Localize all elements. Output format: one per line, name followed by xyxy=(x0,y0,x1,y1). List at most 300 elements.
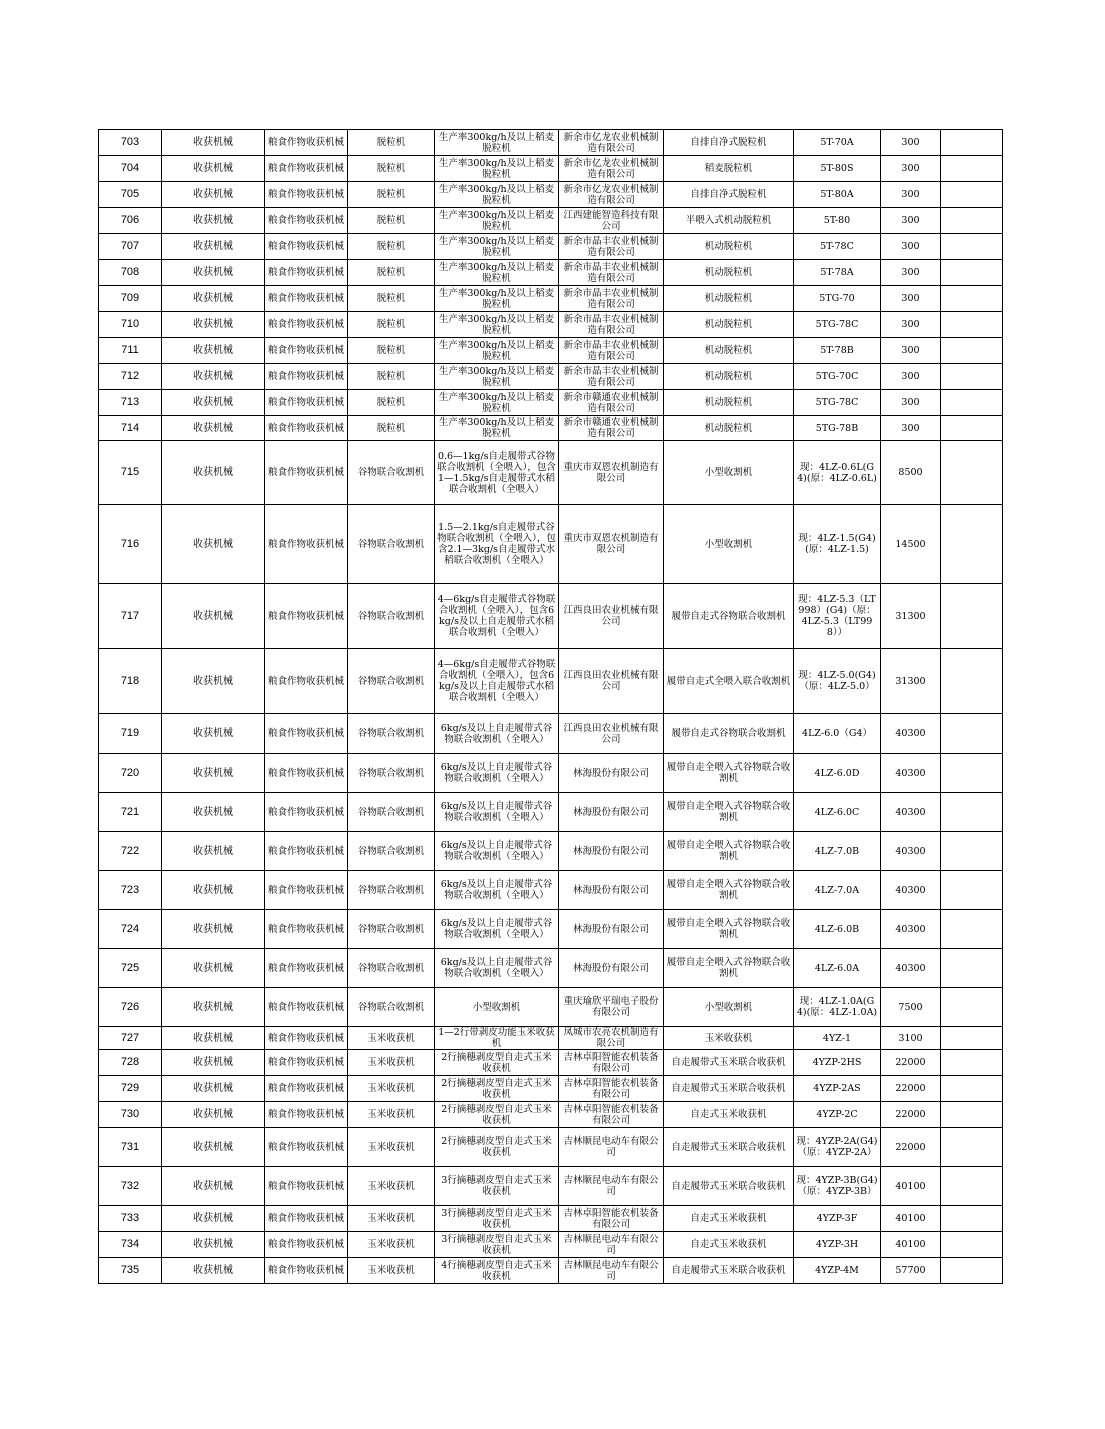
cell: 脱粒机 xyxy=(348,416,435,441)
cell: 吉林顺昆电动车有限公司 xyxy=(559,1232,664,1258)
cell: 吉林顺昆电动车有限公司 xyxy=(559,1128,664,1167)
cell: 收获机械 xyxy=(162,1128,265,1167)
cell: 脱粒机 xyxy=(348,182,435,208)
row-number: 725 xyxy=(99,949,162,988)
row-number: 727 xyxy=(99,1027,162,1050)
cell: 履带自走全喂入式谷物联合收割机 xyxy=(664,793,794,832)
cell: 谷物联合收割机 xyxy=(348,871,435,910)
cell: 收获机械 xyxy=(162,1206,265,1232)
cell xyxy=(941,649,1003,714)
cell: 6kg/s及以上自走履带式谷物联合收割机（全喂入） xyxy=(435,754,559,793)
cell: 4LZ-6.0D xyxy=(794,754,881,793)
cell: 5T-80S xyxy=(794,156,881,182)
cell: 收获机械 xyxy=(162,584,265,649)
cell: 4YZP-3F xyxy=(794,1206,881,1232)
cell: 江西良田农业机械有限公司 xyxy=(559,584,664,649)
cell: 谷物联合收割机 xyxy=(348,910,435,949)
cell: 3行摘穗剥皮型自走式玉米收获机 xyxy=(435,1232,559,1258)
cell: 粮食作物收获机械 xyxy=(265,416,348,441)
cell: 自走履带式玉米联合收获机 xyxy=(664,1050,794,1076)
cell: 6kg/s及以上自走履带式谷物联合收割机（全喂入） xyxy=(435,714,559,754)
cell: 收获机械 xyxy=(162,910,265,949)
cell: 生产率300kg/h及以上稻麦脱粒机 xyxy=(435,156,559,182)
cell: 新余市赣通农业机械制造有限公司 xyxy=(559,390,664,416)
cell: 现：4LZ-5.0(G4)（原：4LZ-5.0） xyxy=(794,649,881,714)
cell: 林海股份有限公司 xyxy=(559,832,664,871)
cell: 自排自净式脱粒机 xyxy=(664,130,794,156)
table-row xyxy=(99,988,1003,1027)
cell: 300 xyxy=(881,338,941,364)
cell: 粮食作物收获机械 xyxy=(265,1206,348,1232)
cell: 3行摘穗剥皮型自走式玉米收获机 xyxy=(435,1167,559,1206)
cell: 粮食作物收获机械 xyxy=(265,1167,348,1206)
cell: 林海股份有限公司 xyxy=(559,871,664,910)
cell: 自走履带式玉米联合收获机 xyxy=(664,1258,794,1284)
cell: 谷物联合收割机 xyxy=(348,505,435,584)
cell: 粮食作物收获机械 xyxy=(265,754,348,793)
cell: 谷物联合收割机 xyxy=(348,754,435,793)
cell: 履带自走全喂入式谷物联合收割机 xyxy=(664,949,794,988)
cell: 吉林卓阳智能农机装备有限公司 xyxy=(559,1076,664,1102)
cell: 生产率300kg/h及以上稻麦脱粒机 xyxy=(435,338,559,364)
table-row xyxy=(99,649,1003,714)
cell: 4LZ-6.0（G4） xyxy=(794,714,881,754)
cell: 吉林顺昆电动车有限公司 xyxy=(559,1167,664,1206)
cell: 22000 xyxy=(881,1050,941,1076)
cell: 小型收割机 xyxy=(435,988,559,1027)
cell: 收获机械 xyxy=(162,1258,265,1284)
cell: 新余市赣通农业机械制造有限公司 xyxy=(559,416,664,441)
cell xyxy=(941,260,1003,286)
table-row xyxy=(99,910,1003,949)
cell: 300 xyxy=(881,182,941,208)
cell: 4—6kg/s自走履带式谷物联合收割机（全喂入），包含6kg/s及以上自走履带式水稻联合收割机（全喂入） xyxy=(435,649,559,714)
cell: 收获机械 xyxy=(162,949,265,988)
cell: 玉米收获机 xyxy=(348,1027,435,1050)
row-number: 731 xyxy=(99,1128,162,1167)
cell: 玉米收获机 xyxy=(348,1076,435,1102)
cell: 1.5—2.1kg/s自走履带式谷物联合收割机（全喂入），包含2.1—3kg/s自走履带式水稻联合收割机（全喂入） xyxy=(435,505,559,584)
cell: 粮食作物收获机械 xyxy=(265,988,348,1027)
cell: 收获机械 xyxy=(162,182,265,208)
cell: 谷物联合收割机 xyxy=(348,714,435,754)
cell: 现：4LZ-5.3（LT998）(G4)（原：4LZ-5.3（LT998）） xyxy=(794,584,881,649)
cell: 300 xyxy=(881,208,941,234)
cell xyxy=(941,286,1003,312)
cell: 粮食作物收获机械 xyxy=(265,130,348,156)
cell xyxy=(941,364,1003,390)
cell: 粮食作物收获机械 xyxy=(265,234,348,260)
cell: 粮食作物收获机械 xyxy=(265,156,348,182)
cell: 22000 xyxy=(881,1128,941,1167)
table-row xyxy=(99,390,1003,416)
cell xyxy=(941,1050,1003,1076)
cell xyxy=(941,130,1003,156)
cell: 22000 xyxy=(881,1102,941,1128)
cell: 300 xyxy=(881,390,941,416)
cell: 300 xyxy=(881,260,941,286)
cell: 新余市晶丰农业机械制造有限公司 xyxy=(559,364,664,390)
row-number: 715 xyxy=(99,441,162,505)
cell: 收获机械 xyxy=(162,390,265,416)
cell: 新余市晶丰农业机械制造有限公司 xyxy=(559,286,664,312)
cell: 玉米收获机 xyxy=(348,1102,435,1128)
cell: 吉林顺昆电动车有限公司 xyxy=(559,1258,664,1284)
cell: 履带自走全喂入式谷物联合收割机 xyxy=(664,754,794,793)
cell xyxy=(941,1232,1003,1258)
cell: 7500 xyxy=(881,988,941,1027)
cell xyxy=(941,584,1003,649)
row-number: 704 xyxy=(99,156,162,182)
cell: 谷物联合收割机 xyxy=(348,949,435,988)
cell: 脱粒机 xyxy=(348,364,435,390)
cell: 粮食作物收获机械 xyxy=(265,832,348,871)
cell: 收获机械 xyxy=(162,130,265,156)
cell xyxy=(941,416,1003,441)
cell: 2行摘穗剥皮型自走式玉米收获机 xyxy=(435,1128,559,1167)
cell: 收获机械 xyxy=(162,364,265,390)
cell: 现：4YZP-3B(G4)（原：4YZP-3B） xyxy=(794,1167,881,1206)
cell: 机动脱粒机 xyxy=(664,234,794,260)
row-number: 720 xyxy=(99,754,162,793)
cell: 收获机械 xyxy=(162,338,265,364)
cell: 4LZ-6.0C xyxy=(794,793,881,832)
cell: 谷物联合收割机 xyxy=(348,441,435,505)
cell: 粮食作物收获机械 xyxy=(265,714,348,754)
cell: 300 xyxy=(881,234,941,260)
cell: 谷物联合收割机 xyxy=(348,832,435,871)
table-row xyxy=(99,1232,1003,1258)
cell: 收获机械 xyxy=(162,505,265,584)
row-number: 708 xyxy=(99,260,162,286)
row-number: 723 xyxy=(99,871,162,910)
row-number: 707 xyxy=(99,234,162,260)
cell: 40100 xyxy=(881,1167,941,1206)
table-row xyxy=(99,871,1003,910)
cell: 生产率300kg/h及以上稻麦脱粒机 xyxy=(435,390,559,416)
cell: 粮食作物收获机械 xyxy=(265,871,348,910)
row-number: 713 xyxy=(99,390,162,416)
cell: 6kg/s及以上自走履带式谷物联合收割机（全喂入） xyxy=(435,871,559,910)
table-row xyxy=(99,1027,1003,1050)
cell xyxy=(941,1128,1003,1167)
cell: 半喂入式机动脱粒机 xyxy=(664,208,794,234)
cell: 14500 xyxy=(881,505,941,584)
cell: 林海股份有限公司 xyxy=(559,754,664,793)
cell: 收获机械 xyxy=(162,286,265,312)
cell: 脱粒机 xyxy=(348,286,435,312)
cell: 粮食作物收获机械 xyxy=(265,1258,348,1284)
cell: 生产率300kg/h及以上稻麦脱粒机 xyxy=(435,312,559,338)
table-row xyxy=(99,234,1003,260)
cell: 谷物联合收割机 xyxy=(348,649,435,714)
cell: 履带自走式全喂入联合收割机 xyxy=(664,649,794,714)
table-row xyxy=(99,156,1003,182)
cell: 40300 xyxy=(881,910,941,949)
row-number: 712 xyxy=(99,364,162,390)
cell: 4LZ-6.0B xyxy=(794,910,881,949)
cell: 40100 xyxy=(881,1206,941,1232)
cell: 自走履带式玉米联合收获机 xyxy=(664,1128,794,1167)
cell xyxy=(941,832,1003,871)
cell: 粮食作物收获机械 xyxy=(265,793,348,832)
cell: 6kg/s及以上自走履带式谷物联合收割机（全喂入） xyxy=(435,832,559,871)
cell: 玉米收获机 xyxy=(348,1050,435,1076)
cell: 新余市晶丰农业机械制造有限公司 xyxy=(559,338,664,364)
cell: 5TG-70C xyxy=(794,364,881,390)
cell: 生产率300kg/h及以上稻麦脱粒机 xyxy=(435,286,559,312)
cell: 5T-78C xyxy=(794,234,881,260)
cell xyxy=(941,1076,1003,1102)
cell: 凤城市农亮农机制造有限公司 xyxy=(559,1027,664,1050)
table-row xyxy=(99,754,1003,793)
cell: 6kg/s及以上自走履带式谷物联合收割机（全喂入） xyxy=(435,793,559,832)
cell: 履带自走式谷物联合收割机 xyxy=(664,714,794,754)
cell: 粮食作物收获机械 xyxy=(265,1232,348,1258)
cell: 收获机械 xyxy=(162,1050,265,1076)
cell xyxy=(941,312,1003,338)
cell: 稻麦脱粒机 xyxy=(664,156,794,182)
cell xyxy=(941,1027,1003,1050)
cell: 玉米收获机 xyxy=(348,1167,435,1206)
table-row xyxy=(99,1076,1003,1102)
cell: 现：4LZ-1.0A(G4)(原：4LZ-1.0A) xyxy=(794,988,881,1027)
cell: 谷物联合收割机 xyxy=(348,584,435,649)
cell: 收获机械 xyxy=(162,714,265,754)
cell: 300 xyxy=(881,130,941,156)
cell: 收获机械 xyxy=(162,988,265,1027)
cell: 收获机械 xyxy=(162,1027,265,1050)
cell: 粮食作物收获机械 xyxy=(265,286,348,312)
cell: 收获机械 xyxy=(162,1167,265,1206)
table-body xyxy=(99,130,1003,1284)
cell: 收获机械 xyxy=(162,260,265,286)
cell: 生产率300kg/h及以上稻麦脱粒机 xyxy=(435,182,559,208)
cell: 新余市亿龙农业机械制造有限公司 xyxy=(559,182,664,208)
cell: 收获机械 xyxy=(162,234,265,260)
cell: 2行摘穗剥皮型自走式玉米收获机 xyxy=(435,1076,559,1102)
cell: 机动脱粒机 xyxy=(664,364,794,390)
cell: 6kg/s及以上自走履带式谷物联合收割机（全喂入） xyxy=(435,949,559,988)
cell: 江西建能智造科技有限公司 xyxy=(559,208,664,234)
cell: 玉米收获机 xyxy=(348,1206,435,1232)
row-number: 728 xyxy=(99,1050,162,1076)
cell: 4LZ-7.0A xyxy=(794,871,881,910)
cell: 脱粒机 xyxy=(348,156,435,182)
cell: 谷物联合收割机 xyxy=(348,793,435,832)
cell: 5TG-70 xyxy=(794,286,881,312)
table-row xyxy=(99,714,1003,754)
table-row xyxy=(99,584,1003,649)
cell: 林海股份有限公司 xyxy=(559,793,664,832)
cell: 脱粒机 xyxy=(348,390,435,416)
cell xyxy=(941,1167,1003,1206)
table-row xyxy=(99,416,1003,441)
table-row xyxy=(99,182,1003,208)
cell: 收获机械 xyxy=(162,871,265,910)
cell: 6kg/s及以上自走履带式谷物联合收割机（全喂入） xyxy=(435,910,559,949)
cell: 履带自走全喂入式谷物联合收割机 xyxy=(664,871,794,910)
cell: 自走式玉米收获机 xyxy=(664,1232,794,1258)
cell: 粮食作物收获机械 xyxy=(265,505,348,584)
cell: 40300 xyxy=(881,832,941,871)
cell: 收获机械 xyxy=(162,208,265,234)
cell: 粮食作物收获机械 xyxy=(265,949,348,988)
cell: 新余市亿龙农业机械制造有限公司 xyxy=(559,156,664,182)
cell xyxy=(941,182,1003,208)
table-row xyxy=(99,286,1003,312)
table-row xyxy=(99,312,1003,338)
cell: 粮食作物收获机械 xyxy=(265,584,348,649)
cell: 履带自走全喂入式谷物联合收割机 xyxy=(664,832,794,871)
cell: 粮食作物收获机械 xyxy=(265,1102,348,1128)
cell xyxy=(941,441,1003,505)
row-number: 705 xyxy=(99,182,162,208)
row-number: 718 xyxy=(99,649,162,714)
cell: 新余市晶丰农业机械制造有限公司 xyxy=(559,234,664,260)
cell xyxy=(941,871,1003,910)
table-row xyxy=(99,208,1003,234)
cell: 40100 xyxy=(881,1232,941,1258)
cell: 3100 xyxy=(881,1027,941,1050)
cell: 4YZP-2C xyxy=(794,1102,881,1128)
cell: 300 xyxy=(881,416,941,441)
row-number: 735 xyxy=(99,1258,162,1284)
cell: 重庆瑜欣平瑞电子股份有限公司 xyxy=(559,988,664,1027)
cell: 机动脱粒机 xyxy=(664,286,794,312)
cell: 粮食作物收获机械 xyxy=(265,1076,348,1102)
cell: 小型收割机 xyxy=(664,441,794,505)
cell: 脱粒机 xyxy=(348,312,435,338)
table-row xyxy=(99,1258,1003,1284)
cell: 新余市晶丰农业机械制造有限公司 xyxy=(559,260,664,286)
cell: 自走履带式玉米联合收获机 xyxy=(664,1167,794,1206)
cell: 机动脱粒机 xyxy=(664,338,794,364)
cell: 40300 xyxy=(881,714,941,754)
cell: 收获机械 xyxy=(162,416,265,441)
row-number: 721 xyxy=(99,793,162,832)
cell: 4YZP-2HS xyxy=(794,1050,881,1076)
cell: 吉林卓阳智能农机装备有限公司 xyxy=(559,1102,664,1128)
cell: 玉米收获机 xyxy=(348,1258,435,1284)
cell: 重庆市双恩农机制造有限公司 xyxy=(559,441,664,505)
cell: 8500 xyxy=(881,441,941,505)
cell: 粮食作物收获机械 xyxy=(265,1050,348,1076)
cell: 江西良田农业机械有限公司 xyxy=(559,649,664,714)
table-row xyxy=(99,832,1003,871)
table-row xyxy=(99,1206,1003,1232)
cell: 5T-78A xyxy=(794,260,881,286)
cell: 5TG-78C xyxy=(794,312,881,338)
cell: 江西良田农业机械有限公司 xyxy=(559,714,664,754)
cell xyxy=(941,714,1003,754)
cell: 生产率300kg/h及以上稻麦脱粒机 xyxy=(435,260,559,286)
cell: 重庆市双恩农机制造有限公司 xyxy=(559,505,664,584)
cell: 22000 xyxy=(881,1076,941,1102)
cell: 300 xyxy=(881,312,941,338)
row-number: 714 xyxy=(99,416,162,441)
cell: 生产率300kg/h及以上稻麦脱粒机 xyxy=(435,364,559,390)
cell: 脱粒机 xyxy=(348,260,435,286)
cell: 自走式玉米收获机 xyxy=(664,1206,794,1232)
cell: 现：4LZ-0.6L(G4)(原：4LZ-0.6L) xyxy=(794,441,881,505)
cell: 收获机械 xyxy=(162,312,265,338)
cell: 粮食作物收获机械 xyxy=(265,338,348,364)
row-number: 733 xyxy=(99,1206,162,1232)
cell: 粮食作物收获机械 xyxy=(265,312,348,338)
cell xyxy=(941,949,1003,988)
cell: 小型收割机 xyxy=(664,505,794,584)
cell: 31300 xyxy=(881,584,941,649)
cell: 机动脱粒机 xyxy=(664,260,794,286)
cell xyxy=(941,338,1003,364)
table-row xyxy=(99,364,1003,390)
cell: 2行摘穗剥皮型自走式玉米收获机 xyxy=(435,1050,559,1076)
table-row xyxy=(99,1102,1003,1128)
cell: 收获机械 xyxy=(162,156,265,182)
row-number: 719 xyxy=(99,714,162,754)
cell: 300 xyxy=(881,364,941,390)
cell: 机动脱粒机 xyxy=(664,390,794,416)
cell xyxy=(941,793,1003,832)
cell xyxy=(941,910,1003,949)
cell: 收获机械 xyxy=(162,1076,265,1102)
cell: 机动脱粒机 xyxy=(664,312,794,338)
cell: 粮食作物收获机械 xyxy=(265,1027,348,1050)
cell: 粮食作物收获机械 xyxy=(265,390,348,416)
cell: 40300 xyxy=(881,793,941,832)
cell: 新余市晶丰农业机械制造有限公司 xyxy=(559,312,664,338)
row-number: 706 xyxy=(99,208,162,234)
cell: 生产率300kg/h及以上稻麦脱粒机 xyxy=(435,208,559,234)
cell: 4—6kg/s自走履带式谷物联合收割机（全喂入），包含6kg/s及以上自走履带式水稻联合收割机（全喂入） xyxy=(435,584,559,649)
cell: 31300 xyxy=(881,649,941,714)
cell: 收获机械 xyxy=(162,1102,265,1128)
cell: 自走式玉米收获机 xyxy=(664,1102,794,1128)
table-row xyxy=(99,1167,1003,1206)
cell: 40300 xyxy=(881,871,941,910)
cell: 粮食作物收获机械 xyxy=(265,182,348,208)
table-row xyxy=(99,505,1003,584)
cell: 5TG-78C xyxy=(794,390,881,416)
cell: 新余市亿龙农业机械制造有限公司 xyxy=(559,130,664,156)
cell xyxy=(941,505,1003,584)
cell: 0.6—1kg/s自走履带式谷物联合收割机（全喂入），包含1—1.5kg/s自走履带式水稻联合收割机（全喂入） xyxy=(435,441,559,505)
cell: 收获机械 xyxy=(162,832,265,871)
table-row xyxy=(99,1128,1003,1167)
cell: 粮食作物收获机械 xyxy=(265,910,348,949)
cell xyxy=(941,1258,1003,1284)
cell: 粮食作物收获机械 xyxy=(265,1128,348,1167)
row-number: 734 xyxy=(99,1232,162,1258)
cell: 林海股份有限公司 xyxy=(559,910,664,949)
cell: 脱粒机 xyxy=(348,130,435,156)
cell: 玉米收获机 xyxy=(348,1232,435,1258)
cell: 40300 xyxy=(881,754,941,793)
row-number: 726 xyxy=(99,988,162,1027)
cell: 57700 xyxy=(881,1258,941,1284)
cell: 生产率300kg/h及以上稻麦脱粒机 xyxy=(435,234,559,260)
table-row xyxy=(99,949,1003,988)
cell: 收获机械 xyxy=(162,793,265,832)
cell: 粮食作物收获机械 xyxy=(265,441,348,505)
cell xyxy=(941,390,1003,416)
subsidy-table xyxy=(98,129,1003,1284)
cell: 5T-78B xyxy=(794,338,881,364)
cell: 脱粒机 xyxy=(348,234,435,260)
cell: 粮食作物收获机械 xyxy=(265,364,348,390)
cell xyxy=(941,1102,1003,1128)
